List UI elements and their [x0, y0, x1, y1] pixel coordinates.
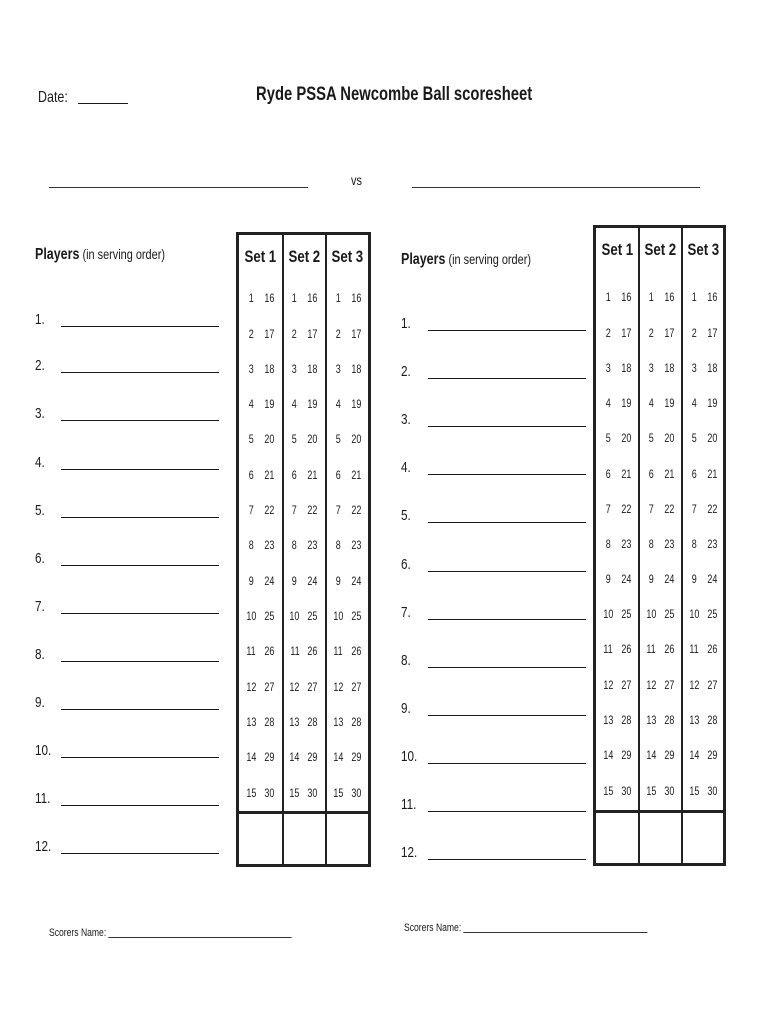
score-cell[interactable]: 6 [605, 469, 611, 481]
score-cell[interactable]: 30 [264, 788, 274, 800]
set-total-box[interactable] [326, 814, 368, 864]
player-name-line-left[interactable] [61, 757, 219, 758]
score-cell[interactable]: 16 [707, 292, 717, 304]
score-cell[interactable]: 5 [248, 434, 254, 446]
score-cell[interactable]: 9 [248, 576, 254, 588]
score-cell[interactable]: 30 [307, 788, 318, 800]
score-cell[interactable]: 26 [307, 646, 318, 658]
score-cell[interactable]: 28 [307, 717, 318, 729]
player-number-right: 6. [401, 556, 411, 573]
score-cell[interactable]: 23 [707, 539, 717, 551]
score-cell[interactable]: 3 [248, 364, 254, 376]
set-header-1: Set 1 [601, 240, 634, 259]
player-number-left: 11. [35, 790, 51, 807]
player-name-line-left[interactable] [61, 565, 219, 566]
score-cell[interactable]: 26 [664, 644, 674, 656]
score-cell[interactable]: 17 [621, 328, 631, 340]
score-cell[interactable]: 10 [689, 609, 699, 621]
score-cell[interactable]: 4 [292, 399, 297, 411]
score-cell[interactable]: 25 [351, 611, 361, 623]
score-cell[interactable]: 2 [248, 329, 254, 341]
score-cell[interactable]: 12 [246, 682, 256, 694]
set-total-box[interactable] [283, 814, 325, 864]
player-name-line-left[interactable] [61, 853, 219, 854]
score-cell[interactable]: 3 [648, 363, 654, 375]
score-cell[interactable]: 10 [603, 609, 613, 621]
player-name-line-left[interactable] [61, 326, 219, 327]
score-cell[interactable]: 4 [648, 398, 654, 410]
score-cell[interactable]: 13 [689, 715, 699, 727]
score-cell[interactable]: 20 [264, 434, 274, 446]
player-number-left: 2. [35, 357, 45, 374]
score-cell[interactable]: 6 [648, 469, 654, 481]
score-cell[interactable]: 18 [664, 363, 674, 375]
score-cell[interactable]: 14 [689, 750, 699, 762]
score-cell[interactable]: 12 [333, 682, 343, 694]
score-cell[interactable]: 26 [351, 646, 361, 658]
scorer-name-right [404, 922, 716, 934]
player-name-line-right[interactable] [428, 667, 586, 668]
score-cell[interactable]: 2 [605, 328, 611, 340]
player-name-line-left[interactable] [61, 661, 219, 662]
score-cell[interactable]: 7 [248, 505, 254, 517]
score-cell[interactable]: 17 [264, 329, 274, 341]
score-cell[interactable]: 17 [351, 329, 361, 341]
player-name-line-right[interactable] [428, 522, 586, 523]
score-cell[interactable]: 27 [621, 680, 631, 692]
score-cell[interactable]: 5 [335, 434, 341, 446]
score-cell[interactable]: 16 [351, 293, 361, 305]
player-name-line-right[interactable] [428, 859, 586, 860]
score-cell[interactable]: 8 [248, 540, 254, 552]
score-cell[interactable]: 22 [264, 505, 274, 517]
score-cell[interactable]: 10 [246, 611, 256, 623]
players-heading-left [35, 246, 202, 264]
score-cell[interactable]: 5 [648, 433, 654, 445]
score-cell[interactable]: 21 [351, 470, 361, 482]
set-header-3: Set 3 [331, 247, 364, 266]
score-cell[interactable]: 16 [621, 292, 631, 304]
player-name-line-left[interactable] [61, 420, 219, 421]
score-cell[interactable]: 23 [307, 540, 318, 552]
score-cell[interactable]: 20 [707, 433, 717, 445]
score-cell[interactable]: 26 [707, 644, 717, 656]
score-cell[interactable]: 3 [691, 363, 697, 375]
score-grid-right [593, 225, 726, 866]
score-cell[interactable]: 13 [333, 717, 343, 729]
scorer-label-right: Scorers Name: [404, 922, 462, 934]
date-underline[interactable] [78, 103, 128, 104]
score-cell[interactable]: 27 [351, 682, 361, 694]
score-cell[interactable]: 22 [307, 505, 318, 517]
player-name-line-right[interactable] [428, 378, 586, 379]
score-cell[interactable]: 20 [307, 434, 318, 446]
score-cell[interactable]: 12 [646, 680, 656, 692]
score-cell[interactable]: 23 [664, 539, 674, 551]
score-cell[interactable]: 27 [264, 682, 274, 694]
score-cell[interactable]: 28 [264, 717, 274, 729]
date-label: Date: [38, 89, 68, 106]
vs-label: vs [351, 172, 362, 188]
page-title [256, 84, 610, 106]
scorer-line-right[interactable] [464, 932, 648, 933]
score-cell[interactable]: 17 [664, 328, 674, 340]
score-cell[interactable]: 22 [707, 504, 717, 516]
score-cell[interactable]: 18 [307, 364, 318, 376]
score-cell[interactable]: 25 [307, 611, 318, 623]
score-cell[interactable]: 21 [621, 469, 631, 481]
score-cell[interactable]: 1 [248, 293, 254, 305]
score-cell[interactable]: 2 [335, 329, 341, 341]
score-cell[interactable]: 1 [292, 293, 297, 305]
score-cell[interactable]: 11 [689, 644, 699, 656]
score-cell[interactable]: 14 [246, 752, 256, 764]
score-cell[interactable]: 20 [351, 434, 361, 446]
player-number-left: 5. [35, 502, 45, 519]
score-cell[interactable]: 21 [264, 470, 274, 482]
score-cell[interactable]: 24 [351, 576, 361, 588]
score-cell[interactable]: 9 [691, 574, 697, 586]
score-cell[interactable]: 8 [605, 539, 611, 551]
score-cell[interactable]: 23 [621, 539, 631, 551]
score-cell[interactable]: 29 [307, 752, 318, 764]
score-cell[interactable]: 17 [307, 329, 318, 341]
score-cell[interactable]: 7 [691, 504, 697, 516]
score-cell[interactable]: 10 [646, 609, 656, 621]
score-cell[interactable]: 29 [264, 752, 274, 764]
score-cell[interactable]: 11 [603, 644, 613, 656]
score-cell[interactable]: 11 [333, 646, 343, 658]
player-name-line-left[interactable] [61, 709, 219, 710]
score-cell[interactable]: 13 [603, 715, 613, 727]
score-cell[interactable]: 5 [691, 433, 697, 445]
set-header-2: Set 2 [644, 240, 677, 259]
player-name-line-left[interactable] [61, 469, 219, 470]
scorer-label-left: Scorers Name: [49, 927, 107, 939]
score-cell[interactable]: 28 [351, 717, 361, 729]
score-cell[interactable]: 20 [664, 433, 674, 445]
score-cell[interactable]: 12 [603, 680, 613, 692]
player-number-right: 2. [401, 363, 411, 380]
score-cell[interactable]: 15 [603, 786, 613, 798]
score-cell[interactable]: 21 [307, 470, 318, 482]
score-cell[interactable]: 8 [335, 540, 341, 552]
score-cell[interactable]: 9 [335, 576, 341, 588]
score-cell[interactable]: 14 [646, 750, 656, 762]
score-cell[interactable]: 11 [246, 646, 256, 658]
score-cell[interactable]: 24 [307, 576, 318, 588]
score-cell[interactable]: 18 [264, 364, 274, 376]
score-cell[interactable]: 24 [707, 574, 717, 586]
set-total-box[interactable] [682, 813, 723, 863]
score-cell[interactable]: 6 [248, 470, 254, 482]
score-cell[interactable]: 17 [707, 328, 717, 340]
score-cell[interactable]: 14 [603, 750, 613, 762]
set-header-1: Set 1 [244, 247, 277, 266]
score-cell[interactable]: 24 [621, 574, 631, 586]
player-number-left: 6. [35, 550, 45, 567]
score-cell[interactable]: 16 [307, 293, 318, 305]
score-cell[interactable]: 9 [648, 574, 654, 586]
grid-column-divider [282, 235, 284, 864]
score-cell[interactable]: 13 [289, 717, 300, 729]
set-header-2: Set 2 [288, 247, 320, 266]
score-cell[interactable]: 26 [621, 644, 631, 656]
player-number-left: 10. [35, 742, 52, 759]
score-cell[interactable]: 28 [707, 715, 717, 727]
score-cell[interactable]: 13 [646, 715, 656, 727]
date-field [38, 89, 128, 107]
score-cell[interactable]: 9 [292, 576, 297, 588]
players-heading-sub: (in serving order) [445, 251, 531, 267]
scorer-line-left[interactable] [109, 937, 292, 938]
score-cell[interactable]: 12 [689, 680, 699, 692]
score-cell[interactable]: 8 [292, 540, 297, 552]
player-number-right: 11. [401, 796, 417, 813]
score-cell[interactable]: 18 [621, 363, 631, 375]
score-cell[interactable]: 28 [664, 715, 674, 727]
score-cell[interactable]: 25 [664, 609, 674, 621]
score-cell[interactable]: 24 [664, 574, 674, 586]
score-cell[interactable]: 15 [646, 786, 656, 798]
set-header-3: Set 3 [687, 240, 720, 259]
score-cell[interactable]: 27 [664, 680, 674, 692]
player-number-right: 5. [401, 507, 411, 524]
score-cell[interactable]: 30 [351, 788, 361, 800]
score-grid-left [236, 232, 371, 867]
team-b-line[interactable] [412, 187, 700, 188]
player-name-line-right[interactable] [428, 811, 586, 812]
score-cell[interactable]: 11 [646, 644, 656, 656]
score-cell[interactable]: 4 [248, 399, 254, 411]
player-number-left: 12. [35, 838, 52, 855]
score-cell[interactable]: 7 [335, 505, 341, 517]
score-cell[interactable]: 16 [264, 293, 274, 305]
score-cell[interactable]: 5 [292, 434, 297, 446]
player-name-line-right[interactable] [428, 763, 586, 764]
player-name-line-right[interactable] [428, 474, 586, 475]
score-cell[interactable]: 25 [621, 609, 631, 621]
score-cell[interactable]: 30 [664, 786, 674, 798]
score-cell[interactable]: 7 [605, 504, 611, 516]
score-cell[interactable]: 21 [707, 469, 717, 481]
score-cell[interactable]: 6 [335, 470, 341, 482]
set-total-box[interactable] [639, 813, 680, 863]
score-cell[interactable]: 29 [351, 752, 361, 764]
player-number-left: 8. [35, 646, 45, 663]
score-cell[interactable]: 4 [605, 398, 611, 410]
player-number-right: 12. [401, 844, 418, 861]
score-cell[interactable]: 19 [264, 399, 274, 411]
score-cell[interactable]: 29 [664, 750, 674, 762]
grid-column-divider [681, 228, 683, 863]
player-name-line-left[interactable] [61, 372, 219, 373]
player-number-right: 7. [401, 604, 411, 621]
score-cell[interactable]: 27 [707, 680, 717, 692]
player-number-right: 3. [401, 411, 411, 428]
score-cell[interactable]: 8 [691, 539, 697, 551]
player-name-line-left[interactable] [61, 517, 219, 518]
score-cell[interactable]: 22 [351, 505, 361, 517]
score-cell[interactable]: 9 [605, 574, 611, 586]
score-cell[interactable]: 25 [707, 609, 717, 621]
player-name-line-left[interactable] [61, 613, 219, 614]
players-heading-label: Players [401, 251, 446, 268]
score-cell[interactable]: 8 [648, 539, 654, 551]
score-cell[interactable]: 7 [648, 504, 654, 516]
score-cell[interactable]: 2 [648, 328, 654, 340]
score-cell[interactable]: 13 [246, 717, 256, 729]
score-cell[interactable]: 7 [292, 505, 297, 517]
score-cell[interactable]: 11 [289, 646, 300, 658]
score-cell[interactable]: 23 [351, 540, 361, 552]
score-cell[interactable]: 5 [605, 433, 611, 445]
player-number-right: 10. [401, 748, 418, 765]
score-cell[interactable]: 19 [707, 398, 717, 410]
player-number-left: 3. [35, 405, 45, 422]
score-cell[interactable]: 10 [333, 611, 343, 623]
players-heading-sub: (in serving order) [79, 246, 165, 262]
player-number-right: 4. [401, 459, 411, 476]
player-number-left: 9. [35, 694, 45, 711]
score-cell[interactable]: 2 [292, 329, 297, 341]
grid-column-divider [325, 235, 327, 864]
player-number-left: 1. [35, 311, 45, 328]
score-cell[interactable]: 15 [333, 788, 343, 800]
score-cell[interactable]: 19 [307, 399, 318, 411]
score-cell[interactable]: 2 [691, 328, 697, 340]
player-name-line-right[interactable] [428, 715, 586, 716]
score-cell[interactable]: 6 [292, 470, 297, 482]
score-cell[interactable]: 18 [351, 364, 361, 376]
score-cell[interactable]: 22 [621, 504, 631, 516]
score-cell[interactable]: 30 [707, 786, 717, 798]
score-cell[interactable]: 19 [664, 398, 674, 410]
score-cell[interactable]: 12 [289, 682, 300, 694]
score-cell[interactable]: 29 [707, 750, 717, 762]
score-cell[interactable]: 19 [351, 399, 361, 411]
score-cell[interactable]: 3 [335, 364, 341, 376]
score-cell[interactable]: 4 [335, 399, 341, 411]
score-cell[interactable]: 15 [289, 788, 300, 800]
score-cell[interactable]: 4 [691, 398, 697, 410]
score-cell[interactable]: 20 [621, 433, 631, 445]
score-cell[interactable]: 14 [289, 752, 300, 764]
score-cell[interactable]: 27 [307, 682, 318, 694]
score-cell[interactable]: 18 [707, 363, 717, 375]
player-number-right: 1. [401, 315, 411, 332]
player-number-left: 7. [35, 598, 45, 615]
score-cell[interactable]: 1 [648, 292, 654, 304]
player-number-left: 4. [35, 454, 45, 471]
score-cell[interactable]: 1 [335, 293, 341, 305]
player-name-line-right[interactable] [428, 426, 586, 427]
score-cell[interactable]: 1 [691, 292, 697, 304]
players-heading-right [401, 251, 568, 269]
score-cell[interactable]: 15 [246, 788, 256, 800]
score-cell[interactable]: 6 [691, 469, 697, 481]
score-cell[interactable]: 15 [689, 786, 699, 798]
player-name-line-right[interactable] [428, 330, 586, 331]
score-cell[interactable]: 23 [264, 540, 274, 552]
player-number-right: 9. [401, 700, 411, 717]
score-cell[interactable]: 28 [621, 715, 631, 727]
player-name-line-right[interactable] [428, 619, 586, 620]
score-cell[interactable]: 30 [621, 786, 631, 798]
score-cell[interactable]: 25 [264, 611, 274, 623]
players-heading-label: Players [35, 246, 80, 263]
team-a-line[interactable] [49, 187, 308, 188]
score-cell[interactable]: 29 [621, 750, 631, 762]
page-title-text: Ryde PSSA Newcombe Ball scoresheet [256, 84, 533, 105]
player-number-right: 8. [401, 652, 411, 669]
player-name-line-right[interactable] [428, 571, 586, 572]
score-cell[interactable]: 3 [605, 363, 611, 375]
score-cell[interactable]: 14 [333, 752, 343, 764]
score-cell[interactable]: 1 [605, 292, 611, 304]
scorer-name-left [49, 927, 360, 939]
score-cell[interactable]: 19 [621, 398, 631, 410]
score-cell[interactable]: 21 [664, 469, 674, 481]
set-total-box[interactable] [239, 814, 281, 864]
score-cell[interactable]: 10 [289, 611, 300, 623]
score-cell[interactable]: 22 [664, 504, 674, 516]
score-cell[interactable]: 24 [264, 576, 274, 588]
grid-column-divider [638, 228, 640, 863]
player-name-line-left[interactable] [61, 805, 219, 806]
set-total-box[interactable] [596, 813, 637, 863]
score-cell[interactable]: 26 [264, 646, 274, 658]
score-cell[interactable]: 3 [292, 364, 297, 376]
score-cell[interactable]: 16 [664, 292, 674, 304]
